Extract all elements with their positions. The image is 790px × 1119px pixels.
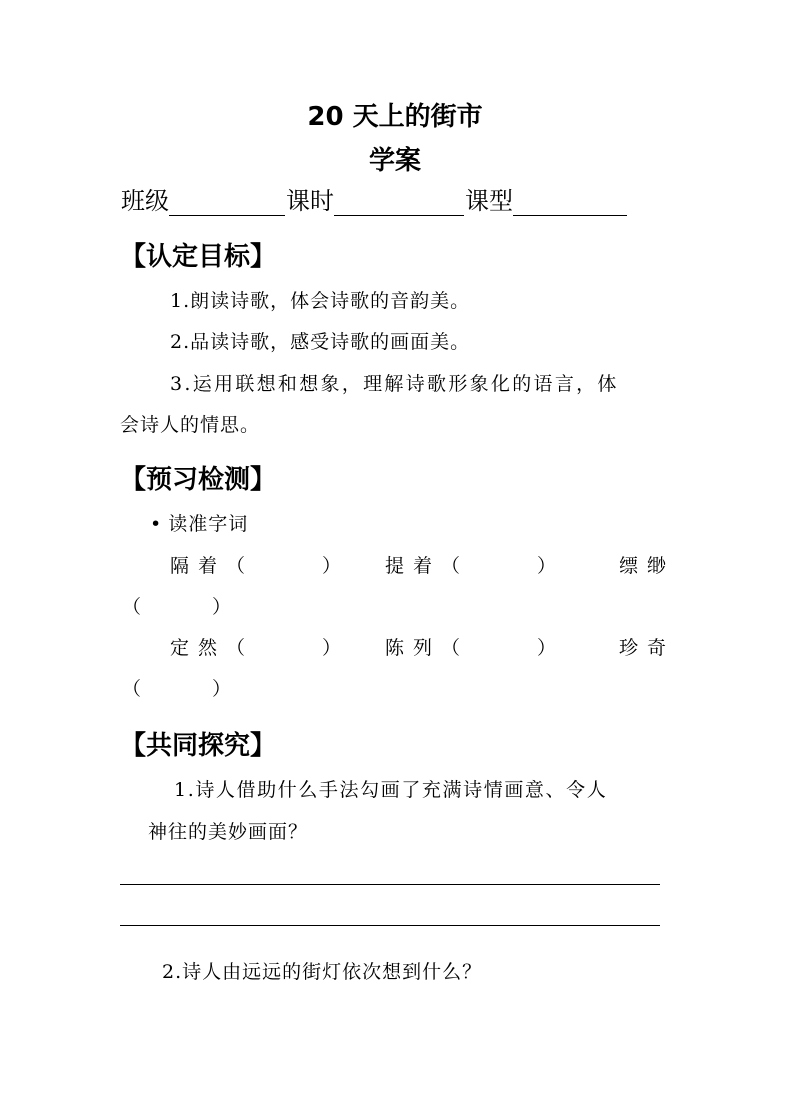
objective-item: 1.朗读诗歌，体会诗歌的音韵美。 (170, 290, 471, 312)
objective-item-continued: 会诗人的情思。 (120, 414, 261, 436)
word-close-paren: ） (537, 555, 558, 577)
preview-subheader-label: 读准字词 (168, 513, 249, 535)
question-1-continued: 神往的美妙画面？ (148, 821, 309, 843)
answer-line (120, 884, 660, 885)
word-item: 缥缈 (619, 555, 676, 577)
word-close-paren: ） (322, 637, 343, 659)
word-wrap-paren: （ (122, 596, 143, 618)
objective-item: 3.运用联想和想象，理解诗歌形象化的语言，体 (170, 373, 619, 395)
word-wrap-paren: （ (122, 678, 143, 700)
bullet-icon: • (150, 513, 163, 535)
word-item: 珍奇 (619, 637, 676, 659)
word-item: 定然（ (170, 637, 255, 659)
preview-subheader (150, 512, 248, 536)
period-label: 课时 (286, 187, 334, 215)
class-label: 班级 (121, 187, 169, 215)
period-blank (334, 189, 464, 216)
section-header-objectives: 【认定目标】 (120, 242, 277, 272)
word-close-paren: ） (322, 555, 343, 577)
word-item: 隔着（ (170, 555, 255, 577)
question-2: 2.诗人由远远的街灯依次想到什么？ (162, 961, 483, 983)
word-close-paren: ） (212, 678, 233, 700)
page-title: 20 天上的街市 (307, 102, 483, 132)
word-item: 陈列（ (385, 637, 470, 659)
objective-item: 2.品读诗歌，感受诗歌的画面美。 (170, 331, 471, 353)
page-subtitle: 学案 (368, 146, 421, 176)
type-blank (513, 189, 627, 216)
word-item: 提着（ (385, 555, 470, 577)
question-1: 1.诗人借助什么手法勾画了充满诗情画意、令人 (174, 779, 608, 801)
section-header-explore: 【共同探究】 (120, 731, 277, 761)
type-label: 课型 (465, 187, 513, 215)
word-close-paren: ） (537, 637, 558, 659)
section-header-preview: 【预习检测】 (120, 465, 277, 495)
class-blank (169, 189, 285, 216)
meta-row (121, 186, 628, 216)
answer-line (120, 925, 660, 926)
word-close-paren: ） (212, 596, 233, 618)
